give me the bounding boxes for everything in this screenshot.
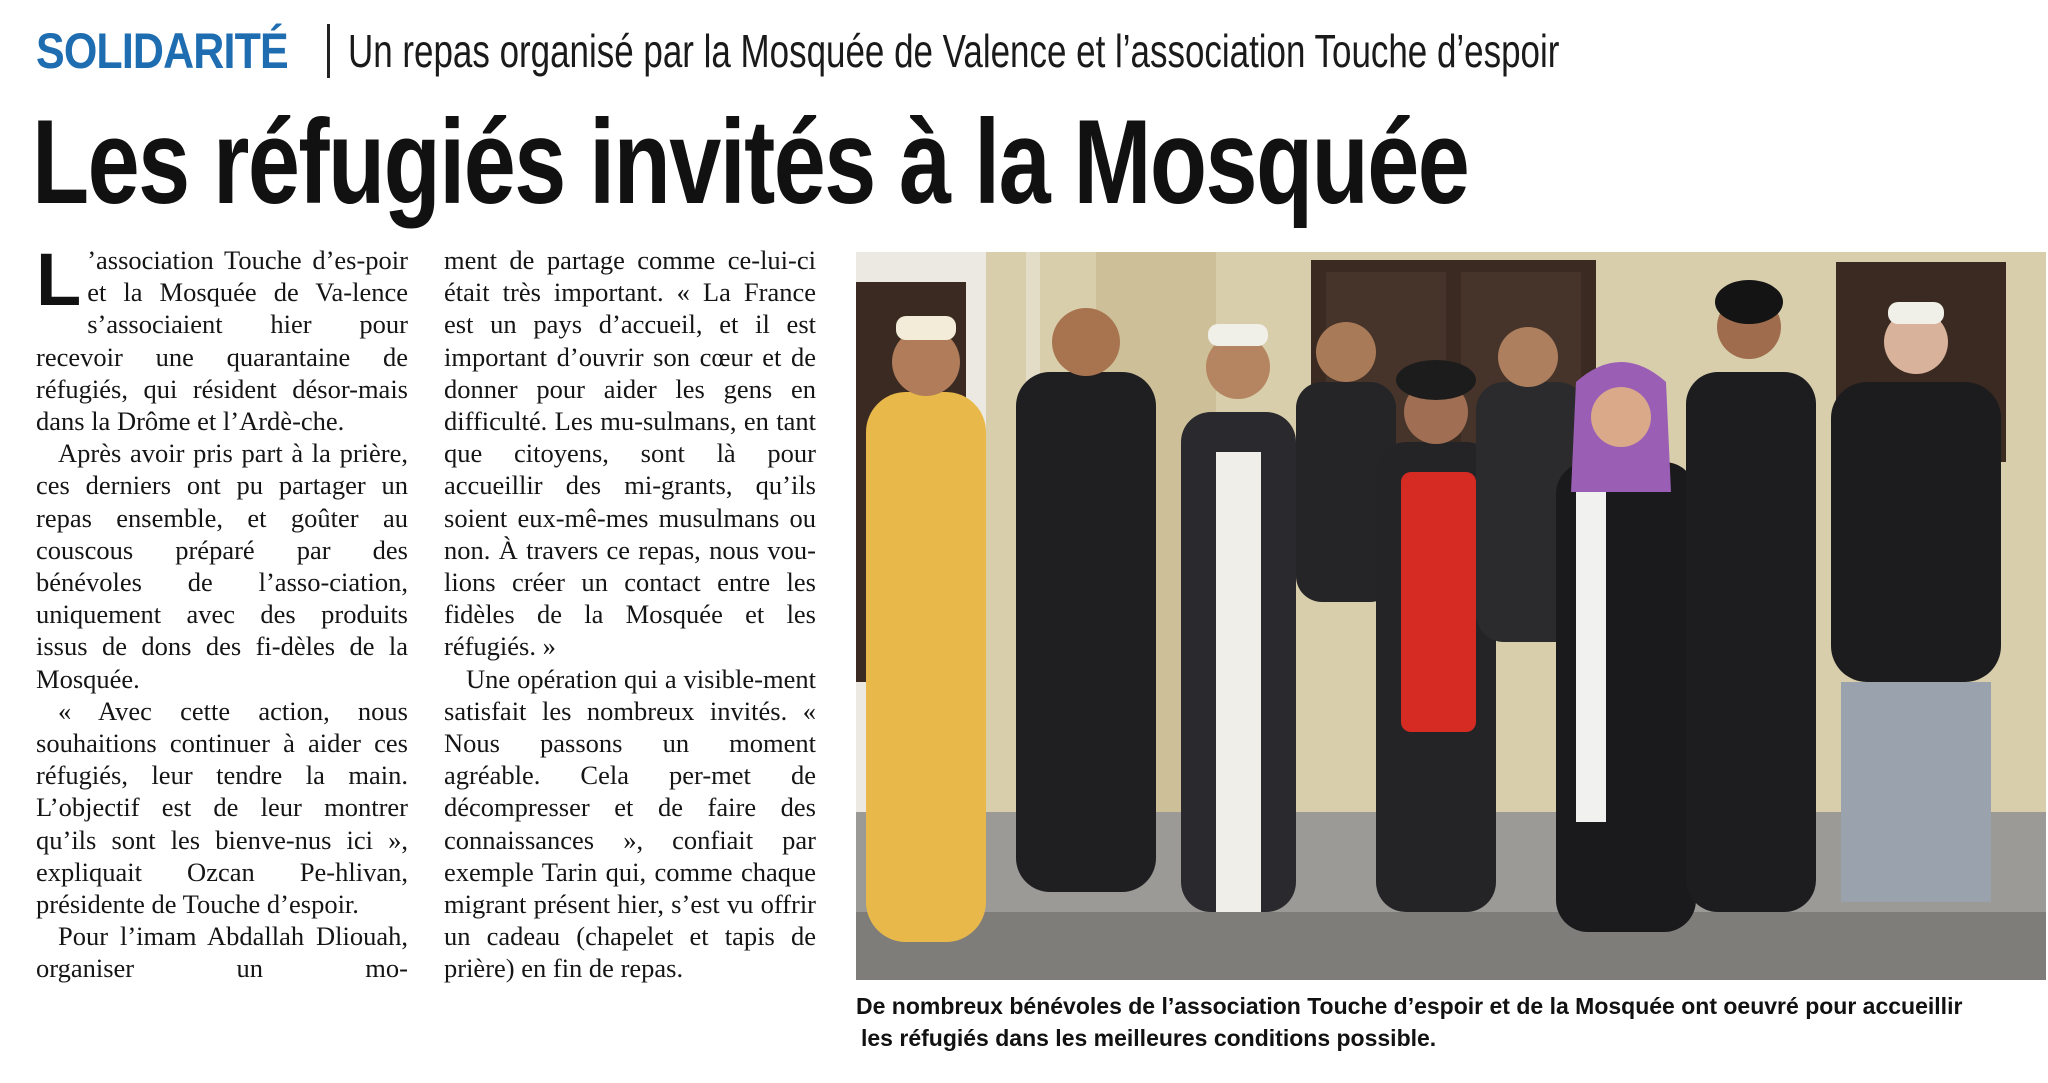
article-column-2 — [444, 244, 816, 985]
photo-caption — [856, 990, 2046, 1054]
paragraph: Après avoir pris part à la prière, ces derniers ont pu partager un repas ensemble, et goûter au couscous préparé par des bénévoles de l’asso-ciation, uniquement avec des produits issus de dons des fi-dèles de la Mosquée. — [36, 438, 408, 694]
headline: Les réfugiés invités à la Mosquée — [32, 95, 1469, 229]
drop-cap: L — [36, 238, 82, 321]
caption-line-1: De nombreux bénévoles de l’association Touche d’espoir et de la Mosquée ont oeuvré pour accueillir — [856, 993, 1963, 1019]
kicker-separator — [327, 24, 330, 78]
paragraph: Une opération qui a visible-ment satisfait les nombreux invités. « Nous passons un moment agréable. Cela per-met de décompresser et de faire des connaissances », confiait par exemple Tarin qui, comme chaque migrant présent hier, s’est vu offrir un cadeau (chapelet et tapis de prière) en fin de repas. — [444, 663, 816, 984]
paragraph: ment de partage comme ce-lui-ci était très important. « La France est un pays d’accueil, et il est important d’ouvrir son cœur et de donner pour aider les gens en difficulté. Les mu-sulmans, en tant que citoyens, sont là pour accueillir des mi-grants, qu’ils soient eux-mê-mes musulmans ou non. À travers ce repas, nous vou-lions créer un contact entre les fidèles de la Mosquée et les réfugiés. » — [444, 245, 816, 662]
article-column-1 — [36, 238, 408, 985]
paragraph: Pour l’imam Abdallah Dliouah, organiser un mo- — [36, 921, 408, 984]
kicker-subtitle: Un repas organisé par la Mosquée de Valence et l’association Touche d’espoir — [347, 25, 1560, 77]
caption-line-2: les réfugiés dans les meilleures conditions possible. — [861, 1025, 1437, 1051]
kicker — [36, 18, 1942, 84]
section-tag: SOLIDARITÉ — [36, 23, 288, 79]
paragraph — [36, 238, 408, 437]
paragraph: « Avec cette action, nous souhaitions continuer à aider ces réfugiés, leur tendre la main. L’objectif est de leur montrer qu’ils sont les bienve-nus ici », expliquait Ozcan Pe-hlivan, présidente de Touche d’espoir. — [36, 695, 408, 920]
paragraph-text: ’association Touche d’es-poir et la Mosquée de Va-lence s’associaient hier pour recevoir une quarantaine de réfugiés, qui résident désor-mais dans la Drôme et l’Ardè-che. — [36, 245, 408, 437]
group-photo — [856, 252, 2046, 980]
